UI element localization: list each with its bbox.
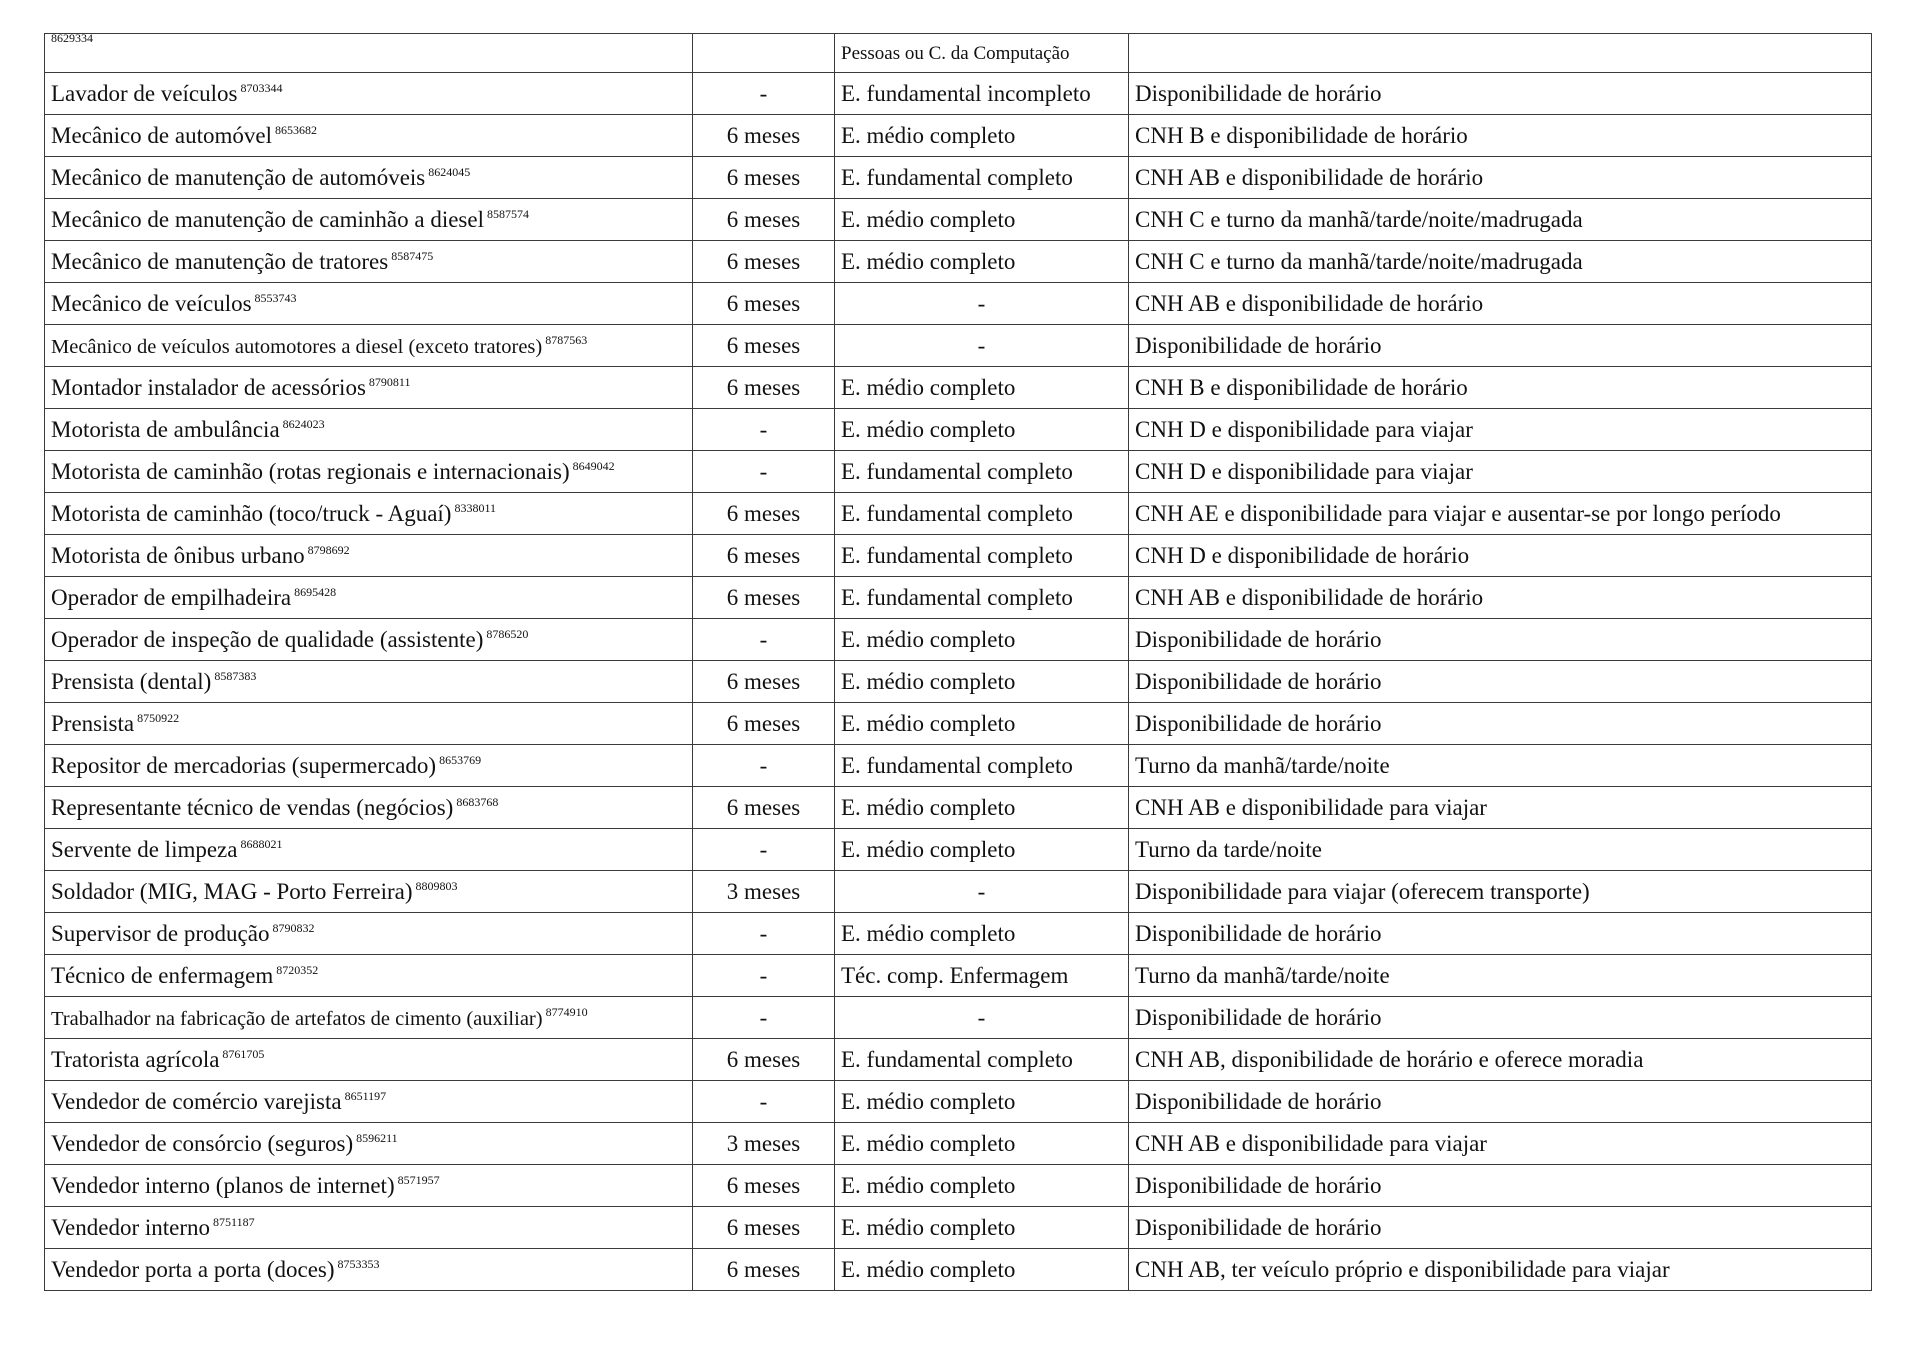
requirements-cell: Disponibilidade de horário xyxy=(1129,1165,1872,1207)
job-title-cell xyxy=(45,619,693,661)
job-code: 8649042 xyxy=(572,459,615,473)
experience-cell: 6 meses xyxy=(693,493,835,535)
job-code: 8787563 xyxy=(545,332,588,347)
job-code: 8587574 xyxy=(486,207,529,221)
requirements-cell: CNH C e turno da manhã/tarde/noite/madrugada xyxy=(1129,199,1872,241)
job-code: 8683768 xyxy=(456,795,499,809)
job-code: 8653769 xyxy=(439,753,482,767)
requirements-cell: Disponibilidade de horário xyxy=(1129,73,1872,115)
experience-cell: 6 meses xyxy=(693,325,835,367)
job-title: Operador de empilhadeira xyxy=(51,585,292,610)
table-row xyxy=(45,661,1872,703)
job-title-cell xyxy=(45,283,693,325)
job-title: Prensista xyxy=(51,711,135,736)
education-cell: E. médio completo xyxy=(835,1249,1129,1291)
requirements-cell: Disponibilidade de horário xyxy=(1129,913,1872,955)
education-cell: E. fundamental completo xyxy=(835,493,1129,535)
education-cell: E. médio completo xyxy=(835,367,1129,409)
job-title: Vendedor de comércio varejista xyxy=(51,1089,342,1114)
education-cell: - xyxy=(835,325,1129,367)
job-title: Tratorista agrícola xyxy=(51,1047,220,1072)
job-title-cell xyxy=(45,157,693,199)
job-listings-table xyxy=(44,33,1872,1291)
education-cell: E. fundamental completo xyxy=(835,451,1129,493)
education-cell: E. fundamental completo xyxy=(835,745,1129,787)
job-title-cell xyxy=(45,409,693,451)
experience-cell: 6 meses xyxy=(693,1207,835,1249)
table-row xyxy=(45,577,1872,619)
table-row xyxy=(45,1165,1872,1207)
table-row xyxy=(45,283,1872,325)
experience-cell: - xyxy=(693,1081,835,1123)
job-title: Vendedor porta a porta (doces) xyxy=(51,1257,335,1282)
table-row xyxy=(45,367,1872,409)
education-cell: E. fundamental completo xyxy=(835,157,1129,199)
requirements-cell: Disponibilidade de horário xyxy=(1129,1081,1872,1123)
requirements-cell: CNH AB e disponibilidade de horário xyxy=(1129,283,1872,325)
job-code: 8790811 xyxy=(368,375,411,389)
experience-cell: 6 meses xyxy=(693,787,835,829)
job-title: Técnico de enfermagem xyxy=(51,963,274,988)
table-row xyxy=(45,913,1872,955)
job-code: 8553743 xyxy=(254,291,297,305)
job-title-cell xyxy=(45,535,693,577)
job-title: Mecânico de automóvel xyxy=(51,123,272,148)
job-code: 8338011 xyxy=(454,501,497,515)
job-code: 8798692 xyxy=(307,543,350,557)
education-cell: E. fundamental incompleto xyxy=(835,73,1129,115)
requirements-cell: CNH AB e disponibilidade de horário xyxy=(1129,577,1872,619)
table-row xyxy=(45,157,1872,199)
education-cell: E. médio completo xyxy=(835,409,1129,451)
job-code: 8761705 xyxy=(222,1047,265,1061)
job-title-cell xyxy=(45,1081,693,1123)
requirements-cell: CNH C e turno da manhã/tarde/noite/madrugada xyxy=(1129,241,1872,283)
requirements-cell: CNH AB, ter veículo próprio e disponibilidade para viajar xyxy=(1129,1249,1872,1291)
requirements-cell: Disponibilidade de horário xyxy=(1129,703,1872,745)
education-cell: E. médio completo xyxy=(835,241,1129,283)
table-row xyxy=(45,829,1872,871)
table-row xyxy=(45,787,1872,829)
job-code: 8751187 xyxy=(213,1215,255,1229)
job-title: Servente de limpeza xyxy=(51,837,238,862)
job-title: Motorista de caminhão (toco/truck - Aguaí) xyxy=(51,501,452,526)
job-title: Mecânico de manutenção de tratores xyxy=(51,249,389,274)
job-title-cell xyxy=(45,73,693,115)
job-title-cell xyxy=(45,997,693,1039)
job-title: Prensista (dental) xyxy=(51,669,212,694)
experience-cell: - xyxy=(693,829,835,871)
job-title: Trabalhador na fabricação de artefatos de cimento (auxiliar) xyxy=(51,1007,543,1030)
requirements-cell: Disponibilidade de horário xyxy=(1129,325,1872,367)
job-code: 8786520 xyxy=(486,627,529,641)
table-row xyxy=(45,1207,1872,1249)
job-title-cell xyxy=(45,1249,693,1291)
job-title-cell xyxy=(45,1123,693,1165)
job-title: Supervisor de produção xyxy=(51,921,270,946)
requirements-cell: CNH B e disponibilidade de horário xyxy=(1129,115,1872,157)
experience-cell: 6 meses xyxy=(693,1039,835,1081)
education-cell: E. médio completo xyxy=(835,787,1129,829)
experience-cell xyxy=(693,34,835,73)
requirements-cell: CNH AB e disponibilidade para viajar xyxy=(1129,787,1872,829)
education-cell: E. médio completo xyxy=(835,1165,1129,1207)
education-cell: E. médio completo xyxy=(835,199,1129,241)
job-title: Lavador de veículos xyxy=(51,81,238,106)
job-code: 8688021 xyxy=(240,837,283,851)
job-title: Montador instalador de acessórios xyxy=(51,375,366,400)
table-row xyxy=(45,493,1872,535)
job-code: 8753353 xyxy=(337,1257,380,1271)
experience-cell: 6 meses xyxy=(693,535,835,577)
job-title-cell xyxy=(45,241,693,283)
requirements-cell: Disponibilidade de horário xyxy=(1129,1207,1872,1249)
requirements-cell: Disponibilidade de horário xyxy=(1129,997,1872,1039)
job-title-cell xyxy=(45,829,693,871)
education-cell: E. fundamental completo xyxy=(835,577,1129,619)
job-title: Mecânico de manutenção de caminhão a diesel xyxy=(51,207,484,232)
table-row xyxy=(45,73,1872,115)
education-cell: E. médio completo xyxy=(835,913,1129,955)
requirements-cell: Turno da manhã/tarde/noite xyxy=(1129,745,1872,787)
experience-cell: - xyxy=(693,745,835,787)
job-code: 8571957 xyxy=(397,1173,440,1187)
requirements-cell xyxy=(1129,34,1872,73)
job-code: 8774910 xyxy=(545,1004,588,1019)
table-row xyxy=(45,871,1872,913)
job-title-cell xyxy=(45,367,693,409)
education-cell: E. fundamental completo xyxy=(835,1039,1129,1081)
job-title: Operador de inspeção de qualidade (assistente) xyxy=(51,627,484,652)
job-title-cell xyxy=(45,493,693,535)
experience-cell: 3 meses xyxy=(693,1123,835,1165)
job-title: Repositor de mercadorias (supermercado) xyxy=(51,753,437,778)
education-cell: - xyxy=(835,997,1129,1039)
job-title-cell xyxy=(45,1165,693,1207)
education-cell: E. fundamental completo xyxy=(835,535,1129,577)
requirements-cell: Disponibilidade para viajar (oferecem transporte) xyxy=(1129,871,1872,913)
requirements-cell: Disponibilidade de horário xyxy=(1129,661,1872,703)
table-row xyxy=(45,325,1872,367)
requirements-cell: CNH D e disponibilidade de horário xyxy=(1129,535,1872,577)
table-row xyxy=(45,451,1872,493)
job-title: Mecânico de veículos automotores a diesel (exceto tratores) xyxy=(51,335,543,358)
education-cell: Pessoas ou C. da Computação xyxy=(835,34,1129,73)
job-title: Representante técnico de vendas (negócios) xyxy=(51,795,454,820)
job-title-cell xyxy=(45,703,693,745)
requirements-cell: Turno da manhã/tarde/noite xyxy=(1129,955,1872,997)
job-title-cell xyxy=(45,577,693,619)
table-row xyxy=(45,955,1872,997)
education-cell: E. médio completo xyxy=(835,1207,1129,1249)
job-code: 8653682 xyxy=(274,123,317,137)
education-cell: E. médio completo xyxy=(835,1123,1129,1165)
job-title-cell xyxy=(45,34,693,73)
experience-cell: - xyxy=(693,451,835,493)
education-cell: E. médio completo xyxy=(835,619,1129,661)
experience-cell: - xyxy=(693,73,835,115)
requirements-cell: CNH AB e disponibilidade de horário xyxy=(1129,157,1872,199)
job-code: 8624045 xyxy=(428,165,471,179)
job-title-cell xyxy=(45,199,693,241)
job-title: Vendedor interno (planos de internet) xyxy=(51,1173,395,1198)
table-row xyxy=(45,115,1872,157)
job-code: 8587475 xyxy=(391,249,434,263)
experience-cell: 6 meses xyxy=(693,703,835,745)
job-title-cell xyxy=(45,745,693,787)
experience-cell: 6 meses xyxy=(693,1165,835,1207)
job-title-cell xyxy=(45,325,693,367)
job-code: 8750922 xyxy=(137,711,180,725)
job-title-cell xyxy=(45,787,693,829)
job-title: Mecânico de veículos xyxy=(51,291,252,316)
job-code: 8624023 xyxy=(282,417,325,431)
job-code: 8651197 xyxy=(344,1089,387,1103)
experience-cell: - xyxy=(693,409,835,451)
job-listings-body xyxy=(45,34,1872,1291)
job-code: 8695428 xyxy=(294,585,337,599)
education-cell: E. médio completo xyxy=(835,115,1129,157)
table-row xyxy=(45,1081,1872,1123)
education-cell: E. médio completo xyxy=(835,829,1129,871)
job-title-cell xyxy=(45,451,693,493)
experience-cell: 6 meses xyxy=(693,283,835,325)
job-title-cell xyxy=(45,115,693,157)
job-title-cell xyxy=(45,871,693,913)
experience-cell: 6 meses xyxy=(693,157,835,199)
requirements-cell: Disponibilidade de horário xyxy=(1129,619,1872,661)
experience-cell: - xyxy=(693,955,835,997)
job-code: 8790832 xyxy=(272,921,315,935)
table-row xyxy=(45,199,1872,241)
job-title: Motorista de ônibus urbano xyxy=(51,543,305,568)
experience-cell: - xyxy=(693,913,835,955)
job-title: Soldador (MIG, MAG - Porto Ferreira) xyxy=(51,879,413,904)
table-row xyxy=(45,619,1872,661)
job-code: 8703344 xyxy=(240,81,283,95)
table-row xyxy=(45,535,1872,577)
education-cell: - xyxy=(835,283,1129,325)
job-title-cell xyxy=(45,1039,693,1081)
job-title: Motorista de caminhão (rotas regionais e internacionais) xyxy=(51,459,570,484)
requirements-cell: CNH AB e disponibilidade para viajar xyxy=(1129,1123,1872,1165)
education-cell: E. médio completo xyxy=(835,703,1129,745)
job-code: 8587383 xyxy=(214,669,257,683)
requirements-cell: CNH D e disponibilidade para viajar xyxy=(1129,451,1872,493)
education-cell: E. médio completo xyxy=(835,661,1129,703)
table-row xyxy=(45,745,1872,787)
experience-cell: 6 meses xyxy=(693,1249,835,1291)
education-cell: - xyxy=(835,871,1129,913)
table-row xyxy=(45,1123,1872,1165)
job-code: 8596211 xyxy=(356,1131,398,1145)
table-row xyxy=(45,34,1872,73)
requirements-cell: CNH B e disponibilidade de horário xyxy=(1129,367,1872,409)
experience-cell: - xyxy=(693,619,835,661)
table-row xyxy=(45,997,1872,1039)
job-title: Motorista de ambulância xyxy=(51,417,280,442)
job-title-cell xyxy=(45,661,693,703)
requirements-cell: CNH D e disponibilidade para viajar xyxy=(1129,409,1872,451)
experience-cell: 6 meses xyxy=(693,199,835,241)
job-code: 8720352 xyxy=(276,963,319,977)
job-title-cell xyxy=(45,913,693,955)
table-row xyxy=(45,241,1872,283)
job-title: Vendedor interno xyxy=(51,1215,211,1240)
job-title-cell xyxy=(45,955,693,997)
job-title-cell xyxy=(45,1207,693,1249)
table-row xyxy=(45,1249,1872,1291)
job-code: 8629334 xyxy=(51,33,93,45)
requirements-cell: Turno da tarde/noite xyxy=(1129,829,1872,871)
education-cell: E. médio completo xyxy=(835,1081,1129,1123)
experience-cell: 6 meses xyxy=(693,115,835,157)
table-row xyxy=(45,1039,1872,1081)
requirements-cell: CNH AB, disponibilidade de horário e oferece moradia xyxy=(1129,1039,1872,1081)
experience-cell: - xyxy=(693,997,835,1039)
experience-cell: 6 meses xyxy=(693,241,835,283)
education-cell: Téc. comp. Enfermagem xyxy=(835,955,1129,997)
experience-cell: 6 meses xyxy=(693,367,835,409)
table-row xyxy=(45,409,1872,451)
job-title: Mecânico de manutenção de automóveis xyxy=(51,165,426,190)
experience-cell: 6 meses xyxy=(693,577,835,619)
table-row xyxy=(45,703,1872,745)
job-code: 8809803 xyxy=(415,879,458,893)
experience-cell: 3 meses xyxy=(693,871,835,913)
requirements-cell: CNH AE e disponibilidade para viajar e ausentar-se por longo período xyxy=(1129,493,1872,535)
job-title: Vendedor de consórcio (seguros) xyxy=(51,1131,354,1156)
experience-cell: 6 meses xyxy=(693,661,835,703)
